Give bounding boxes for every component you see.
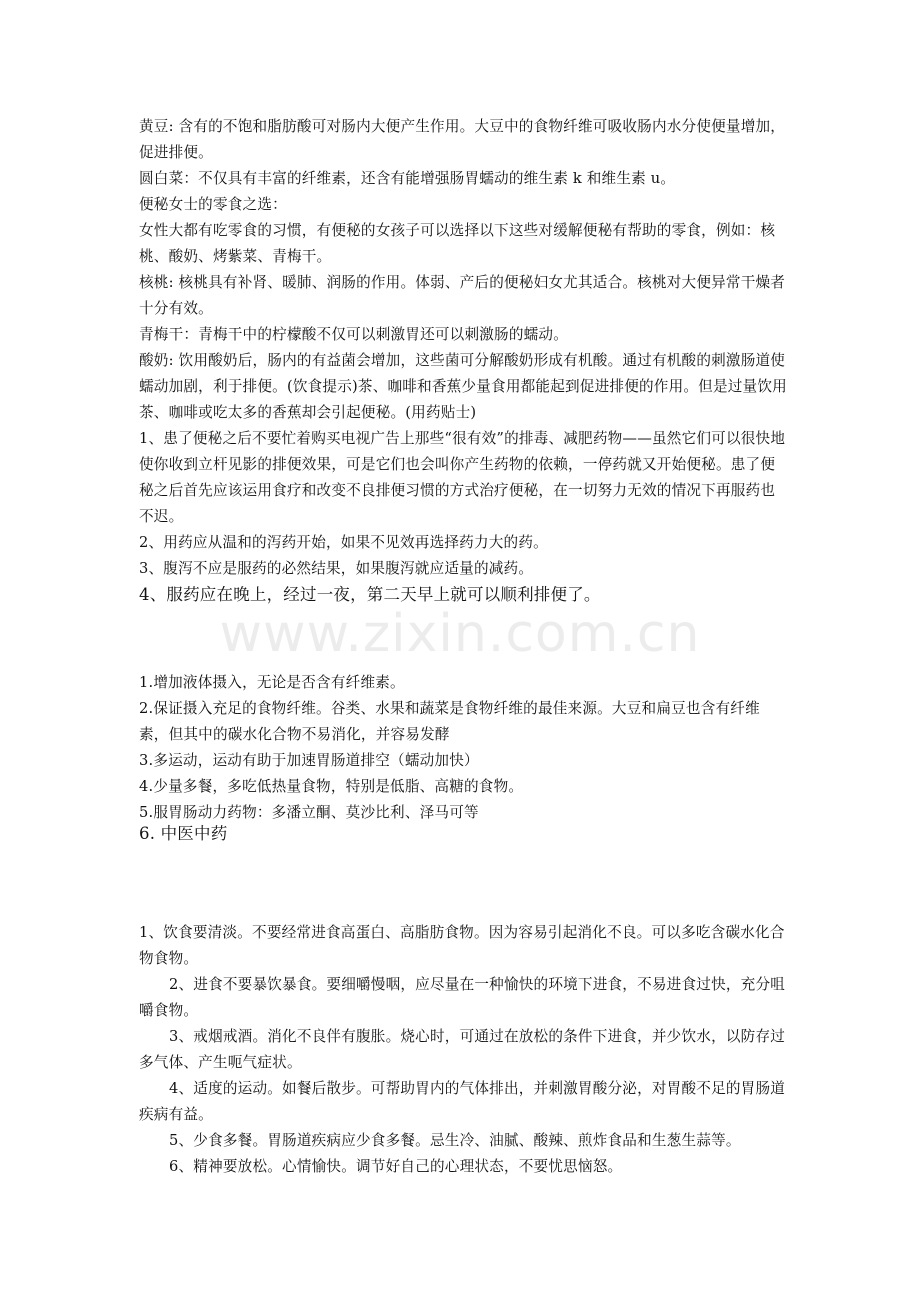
paragraph-walnut: 核桃: 核桃具有补肾、暖肺、润肠的作用。体弱、产后的便秘妇女尤其适合。核桃对大便异常干燥者十分有效。 [139,274,786,317]
list-item-tip-4: 4.少量多餐，多吃低热量食物，特别是低脂、高糖的食物。 [139,778,524,795]
watermark: www.zixin.com.cn [219,604,701,664]
list-item-medication-2: 2、用药应从温和的泻药开始，如果不见效再选择药力大的药。 [139,534,548,551]
list-item-tip-1: 1.增加液体摄入，无论是否含有纤维素。 [139,674,405,691]
paragraph-soybean: 黄豆: 含有的不饱和脂肪酸可对肠内大便产生作用。大豆中的食物纤维可吸收肠内水分使便量增加，促进排便。 [139,118,786,161]
list-item-diet-3: 3、戒烟戒酒。消化不良伴有腹胀。烧心时，可通过在放松的条件下进食，并少饮水，以防存过多气体、产生呃气症状。 [139,1028,786,1071]
list-item-diet-5: 5、少食多餐。胃肠道疾病应少食多餐。忌生冷、油腻、酸辣、煎炸食品和生葱生蒜等。 [169,1132,741,1149]
paragraph-snacks-intro: 女性大都有吃零食的习惯，有便秘的女孩子可以选择以下这些对缓解便秘有帮助的零食，例如：核桃、酸奶、烤紫菜、青梅干。 [139,222,776,265]
list-item-medication-1: 1、患了便秘之后不要忙着购买电视广告上那些“很有效”的排毒、减肥药物——虽然它们可以很快地使你收到立杆见影的排便效果，可是它们也会叫你产生药物的依赖，一停药就又开始便秘。患了便秘之后首先应该运用食疗和改变不良排便习惯的方式治疗便秘，在一切努力无效的情况下再服药也不迟。 [139,430,786,525]
list-item-tip-6: 6. 中医中药 [139,824,228,843]
list-item-tip-2: 2.保证摄入充足的食物纤维。谷类、水果和蔬菜是食物纤维的最佳来源。大豆和扁豆也含有纤维素，但其中的碳水化合物不易消化，并容易发酵 [139,700,760,743]
list-item-medication-3: 3、腹泻不应是服药的必然结果，如果腹泻就应适量的减药。 [139,560,534,577]
list-item-diet-1: 1、饮食要清淡。不要经常进食高蛋白、高脂肪食物。因为容易引起消化不良。可以多吃含碳水化合物食物。 [139,924,785,967]
paragraph-cabbage: 圆白菜：不仅具有丰富的纤维素，还含有能增强肠胃蠕动的维生素 k 和维生素 u。 [139,170,676,187]
list-item-tip-3: 3.多运动，运动有助于加速胃肠道排空（蠕动加快） [139,752,479,769]
list-item-diet-6: 6、精神要放松。心情愉快。调节好自己的心理状态，不要忧思恼怒。 [169,1158,623,1175]
paragraph-yogurt: 酸奶: 饮用酸奶后，肠内的有益菌会增加，这些菌可分解酸奶形成有机酸。通过有机酸的刺激肠道使蠕动加剧，利于排便。(饮食提示)茶、咖啡和香蕉少量食用都能起到促进排便的作用。但是过量饮用茶、咖啡或吃太多的香蕉却会引起便秘。(用药贴士) [139,352,787,421]
list-item-diet-4: 4、适度的运动。如餐后散步。可帮助胃内的气体排出，并刺激胃酸分泌，对胃酸不足的胃肠道疾病有益。 [139,1080,786,1123]
heading-snacks: 便秘女士的零食之选： [139,196,287,213]
paragraph-green-plum: 青梅干：青梅干中的柠檬酸不仅可以刺激胃还可以刺激肠的蠕动。 [139,326,569,343]
list-item-tip-5: 5.服胃肠动力药物：多潘立酮、莫沙比利、泽马可等 [139,804,479,821]
list-item-medication-4: 4、服药应在晚上，经过一夜，第二天早上就可以顺利排便了。 [139,585,601,604]
list-item-diet-2: 2、进食不要暴饮暴食。要细嚼慢咽，应尽量在一种愉快的环境下进食，不易进食过快，充分咀嚼食物。 [139,976,786,1019]
